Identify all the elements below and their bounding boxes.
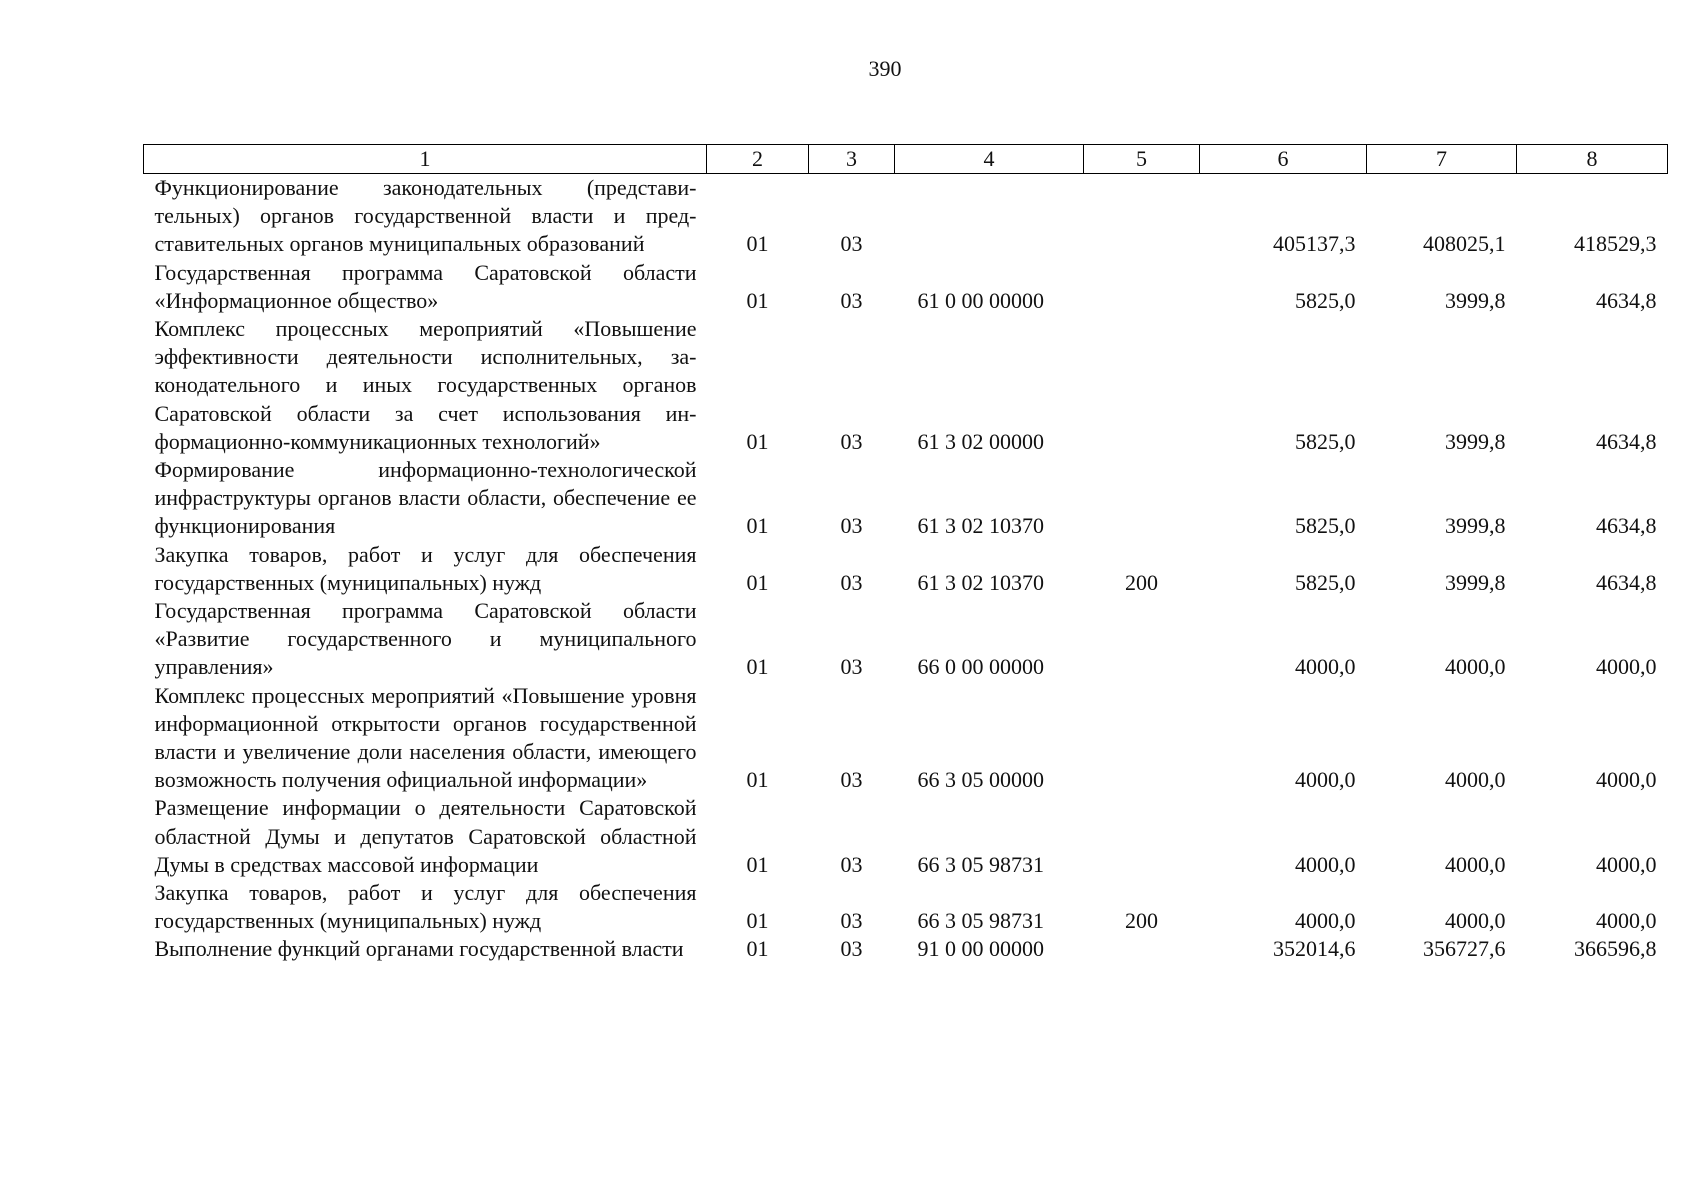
row-value-col6: 5825,0 bbox=[1295, 428, 1356, 454]
row-section: 01 bbox=[746, 569, 769, 595]
row-expense-type bbox=[1084, 935, 1200, 963]
row-subsection: 03 bbox=[840, 851, 863, 877]
row-expense-type bbox=[1084, 315, 1200, 456]
row-value-col8: 4634,8 bbox=[1596, 287, 1657, 313]
row-value-col8: 4634,8 bbox=[1596, 428, 1657, 454]
table-body bbox=[144, 174, 1668, 964]
row-target-code: 61 0 00 00000 bbox=[917, 287, 1044, 313]
row-name: Комплекс процессных мероприятий «Повышение эффективности деятельности исполнительных, законодательного и иных государственных органов Саратовской области за счет использования информационно-коммуникационных технологий» bbox=[154, 316, 697, 454]
table-header bbox=[144, 145, 1668, 174]
row-value-col8: 4000,0 bbox=[1596, 654, 1657, 680]
table-row bbox=[144, 794, 1668, 879]
row-target-code: 66 0 00 00000 bbox=[917, 654, 1044, 680]
row-name: Функционирование законодательных (представительных) органов государственной власти и представительных органов муниципальных образований bbox=[154, 175, 697, 257]
row-expense-type bbox=[1084, 259, 1200, 315]
row-section: 01 bbox=[746, 287, 769, 313]
header-row bbox=[144, 145, 1668, 174]
row-subsection: 03 bbox=[840, 569, 863, 595]
row-value-col7: 3999,8 bbox=[1445, 287, 1506, 313]
row-value-col6: 5825,0 bbox=[1295, 569, 1356, 595]
row-value-col6: 405137,3 bbox=[1273, 231, 1356, 257]
row-name: Выполнение функций органами государственной власти bbox=[154, 936, 684, 962]
header-col-2: 2 bbox=[707, 145, 809, 174]
row-value-col8: 4000,0 bbox=[1596, 908, 1657, 934]
row-value-col7: 3999,8 bbox=[1445, 569, 1506, 595]
row-target-code: 66 3 05 98731 bbox=[917, 851, 1044, 877]
row-value-col7: 4000,0 bbox=[1445, 851, 1506, 877]
row-name: Комплекс процессных мероприятий «Повышение уровня информационной открытости органов государственной власти и увеличение доли населения области, имеющего возможность получения официальной информации» bbox=[154, 682, 697, 793]
row-value-col7: 3999,8 bbox=[1445, 513, 1506, 539]
table-row bbox=[144, 879, 1668, 935]
row-value-col8: 4000,0 bbox=[1596, 851, 1657, 877]
row-target-code: 66 3 05 98731 bbox=[917, 908, 1044, 934]
table-row bbox=[144, 315, 1668, 456]
budget-table bbox=[143, 144, 1668, 964]
row-subsection: 03 bbox=[840, 908, 863, 934]
row-value-col7: 4000,0 bbox=[1445, 767, 1506, 793]
row-value-col7: 4000,0 bbox=[1445, 654, 1506, 680]
table-row bbox=[144, 935, 1668, 963]
row-subsection: 03 bbox=[840, 428, 863, 454]
row-section: 01 bbox=[746, 513, 769, 539]
row-expense-type bbox=[1084, 794, 1200, 879]
table-row bbox=[144, 456, 1668, 541]
row-expense-type: 200 bbox=[1125, 908, 1158, 934]
row-section: 01 bbox=[746, 936, 769, 962]
row-section: 01 bbox=[746, 654, 769, 680]
row-target-code bbox=[895, 174, 1084, 259]
row-name: Формирование информационно-технологической инфраструктуры органов власти области, обеспечение ее функционирования bbox=[154, 457, 697, 539]
row-value-col8: 366596,8 bbox=[1574, 936, 1657, 962]
header-col-8: 8 bbox=[1517, 145, 1668, 174]
row-value-col8: 4634,8 bbox=[1596, 513, 1657, 539]
page-number: 390 bbox=[868, 56, 902, 81]
row-value-col7: 356727,6 bbox=[1423, 936, 1506, 962]
table-row bbox=[144, 174, 1668, 259]
row-subsection: 03 bbox=[840, 767, 863, 793]
row-subsection: 03 bbox=[840, 513, 863, 539]
row-subsection: 03 bbox=[840, 654, 863, 680]
row-value-col7: 3999,8 bbox=[1445, 428, 1506, 454]
header-col-6: 6 bbox=[1200, 145, 1367, 174]
row-section: 01 bbox=[746, 428, 769, 454]
row-subsection: 03 bbox=[840, 287, 863, 313]
row-value-col6: 4000,0 bbox=[1295, 908, 1356, 934]
table-row bbox=[144, 682, 1668, 795]
row-section: 01 bbox=[746, 231, 769, 257]
row-subsection: 03 bbox=[840, 231, 863, 257]
row-value-col6: 4000,0 bbox=[1295, 851, 1356, 877]
row-expense-type bbox=[1084, 682, 1200, 795]
row-target-code: 61 3 02 10370 bbox=[917, 569, 1044, 595]
row-target-code: 66 3 05 00000 bbox=[917, 767, 1044, 793]
row-section: 01 bbox=[746, 851, 769, 877]
row-subsection: 03 bbox=[840, 936, 863, 962]
header-col-4: 4 bbox=[895, 145, 1084, 174]
row-name: Закупка товаров, работ и услуг для обеспечения государственных (муниципальных) нужд bbox=[154, 880, 697, 934]
row-value-col8: 418529,3 bbox=[1574, 231, 1657, 257]
row-value-col6: 4000,0 bbox=[1295, 767, 1356, 793]
row-expense-type bbox=[1084, 174, 1200, 259]
row-name: Государственная программа Саратовской области «Информационное общество» bbox=[154, 259, 697, 313]
row-value-col7: 408025,1 bbox=[1423, 231, 1506, 257]
row-expense-type bbox=[1084, 456, 1200, 541]
row-section: 01 bbox=[746, 767, 769, 793]
row-value-col8: 4000,0 bbox=[1596, 767, 1657, 793]
row-name: Закупка товаров, работ и услуг для обеспечения государственных (муниципальных) нужд bbox=[154, 541, 697, 595]
table-row bbox=[144, 541, 1668, 597]
row-value-col6: 5825,0 bbox=[1295, 287, 1356, 313]
row-value-col6: 352014,6 bbox=[1273, 936, 1356, 962]
row-value-col7: 4000,0 bbox=[1445, 908, 1506, 934]
row-target-code: 61 3 02 10370 bbox=[917, 513, 1044, 539]
row-expense-type: 200 bbox=[1125, 569, 1158, 595]
row-value-col6: 4000,0 bbox=[1295, 654, 1356, 680]
row-expense-type bbox=[1084, 597, 1200, 682]
header-col-1: 1 bbox=[144, 145, 707, 174]
row-value-col6: 5825,0 bbox=[1295, 513, 1356, 539]
row-target-code: 91 0 00 00000 bbox=[917, 936, 1044, 962]
header-col-5: 5 bbox=[1084, 145, 1200, 174]
table-row bbox=[144, 597, 1668, 682]
row-target-code: 61 3 02 00000 bbox=[917, 428, 1044, 454]
table-row bbox=[144, 259, 1668, 315]
row-name: Размещение информации о деятельности Саратовской областной Думы и депутатов Саратовской областной Думы в средствах массовой информации bbox=[154, 795, 697, 877]
header-col-7: 7 bbox=[1367, 145, 1517, 174]
row-value-col8: 4634,8 bbox=[1596, 569, 1657, 595]
row-section: 01 bbox=[746, 908, 769, 934]
row-name: Государственная программа Саратовской области «Развитие государственного и муниципального управления» bbox=[154, 598, 697, 680]
header-col-3: 3 bbox=[809, 145, 895, 174]
